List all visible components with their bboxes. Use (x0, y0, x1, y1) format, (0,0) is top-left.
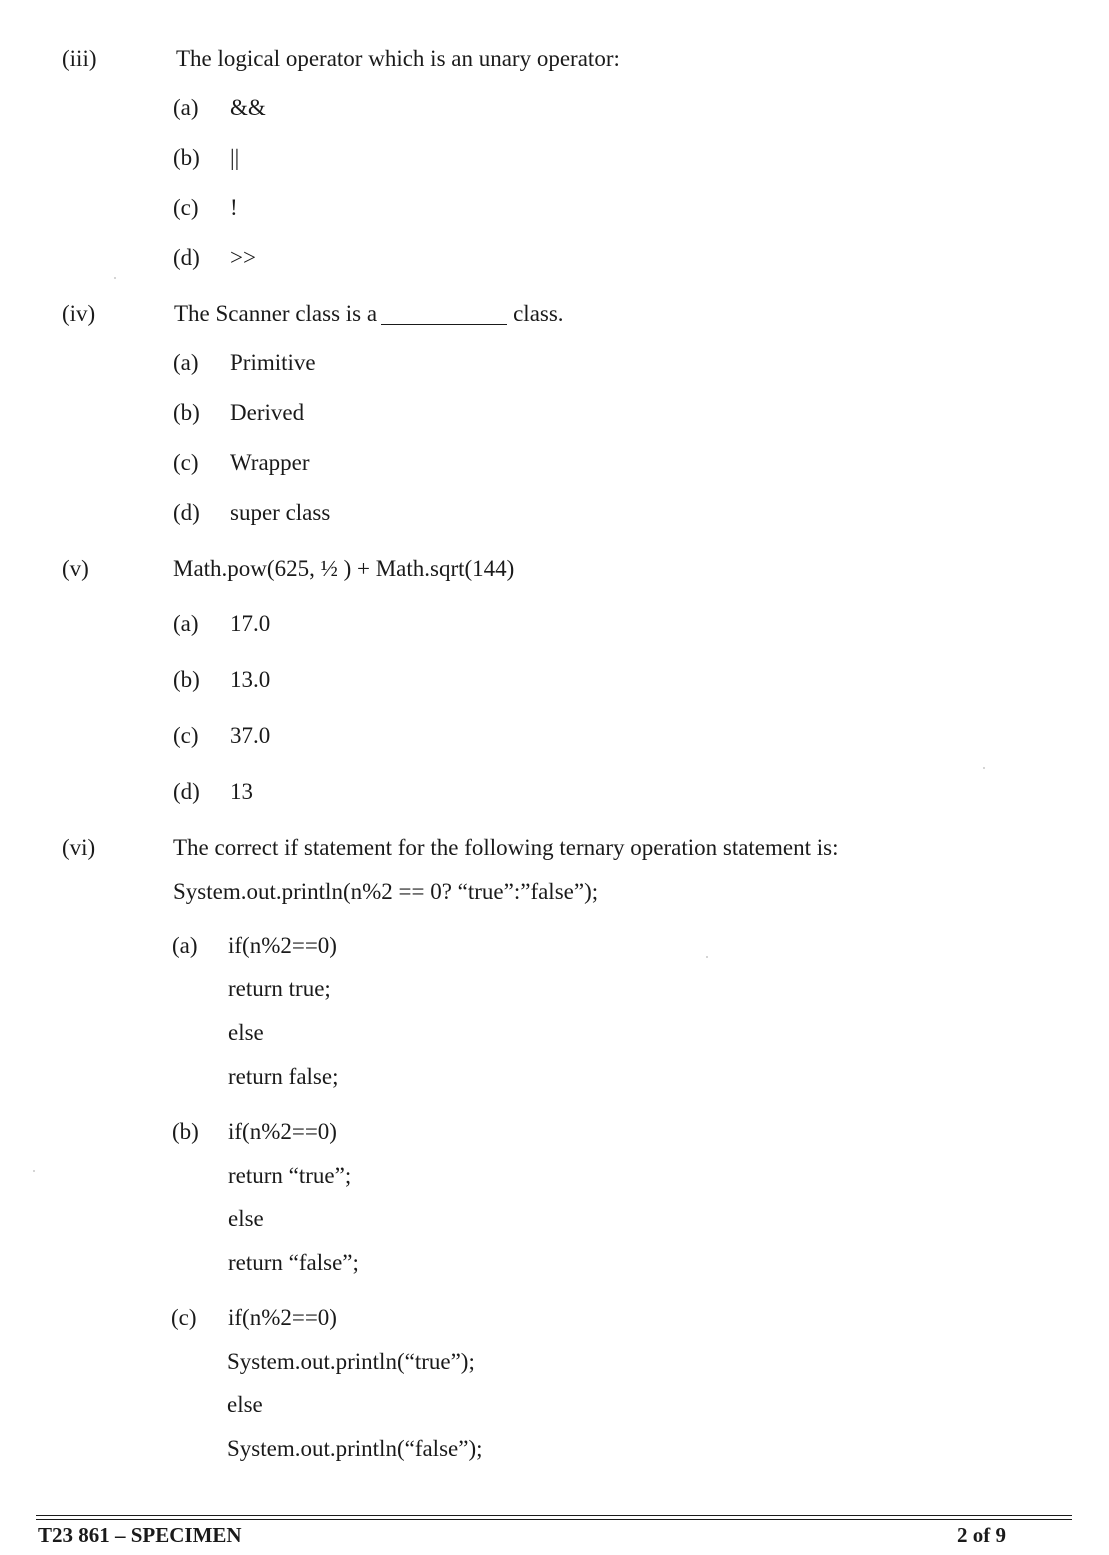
question-number-v: (v) (62, 556, 89, 581)
code-line: else (227, 1392, 263, 1417)
option-label: (b) (173, 667, 200, 692)
footer-rule-secondary (36, 1519, 1072, 1520)
option-label: (b) (172, 1119, 199, 1144)
code-line: else (228, 1206, 264, 1231)
code-line: return “true”; (228, 1163, 352, 1188)
code-line: return “false”; (228, 1250, 359, 1275)
option-text: ! (230, 195, 238, 220)
scan-speck (33, 1170, 35, 1172)
option-label: (d) (173, 779, 200, 804)
code-line: if(n%2==0) (228, 1305, 337, 1330)
option-label: (c) (171, 1305, 197, 1330)
fill-in-blank (381, 302, 507, 325)
code-line: if(n%2==0) (228, 1119, 337, 1144)
code-line: else (228, 1020, 264, 1045)
option-text: || (230, 145, 240, 170)
question-stem-v: Math.pow(625, ½ ) + Math.sqrt(144) (173, 556, 515, 581)
option-text: 13 (230, 779, 253, 804)
scan-speck (114, 277, 116, 279)
option-label: (a) (173, 95, 199, 120)
option-text: Wrapper (230, 450, 310, 475)
option-label: (c) (173, 195, 199, 220)
question-stem-iv (174, 302, 564, 325)
option-text: >> (230, 245, 256, 270)
footer-page-number: 2 of 9 (957, 1523, 1006, 1547)
option-text: && (230, 95, 266, 120)
question-number-iii: (iii) (62, 46, 97, 71)
question-stem-vi: The correct if statement for the following ternary operation statement is: (173, 835, 839, 860)
option-label: (c) (173, 450, 199, 475)
option-text: super class (230, 500, 331, 525)
option-text: Derived (230, 400, 305, 425)
code-line: if(n%2==0) (228, 933, 337, 958)
code-line: System.out.println(“false”); (227, 1436, 483, 1461)
option-label: (d) (173, 500, 200, 525)
option-label: (a) (173, 350, 199, 375)
option-text: 13.0 (230, 667, 271, 692)
question-number-vi: (vi) (62, 835, 96, 860)
footer-rule (36, 1515, 1072, 1516)
code-line: return false; (228, 1064, 339, 1089)
question-stem-iii: The logical operator which is an unary operator: (176, 46, 620, 71)
code-line: return true; (228, 976, 331, 1001)
code-line: System.out.println(“true”); (227, 1349, 475, 1374)
option-text: Primitive (230, 350, 316, 375)
option-text: 37.0 (230, 723, 271, 748)
option-text: 17.0 (230, 611, 271, 636)
question-code-vi: System.out.println(n%2 == 0? “true”:”false”); (173, 879, 599, 904)
option-label: (d) (173, 245, 200, 270)
footer-paper-code: T23 861 – SPECIMEN (38, 1523, 242, 1547)
stem-before-blank: The Scanner class is a (174, 301, 378, 326)
question-number-iv: (iv) (62, 301, 96, 326)
scan-speck (983, 767, 985, 769)
option-label: (c) (173, 723, 199, 748)
option-label: (a) (173, 611, 199, 636)
option-label: (b) (173, 145, 200, 170)
option-label: (a) (172, 933, 198, 958)
option-label: (b) (173, 400, 200, 425)
stem-after-blank: class. (513, 301, 564, 326)
scan-speck (706, 956, 708, 958)
